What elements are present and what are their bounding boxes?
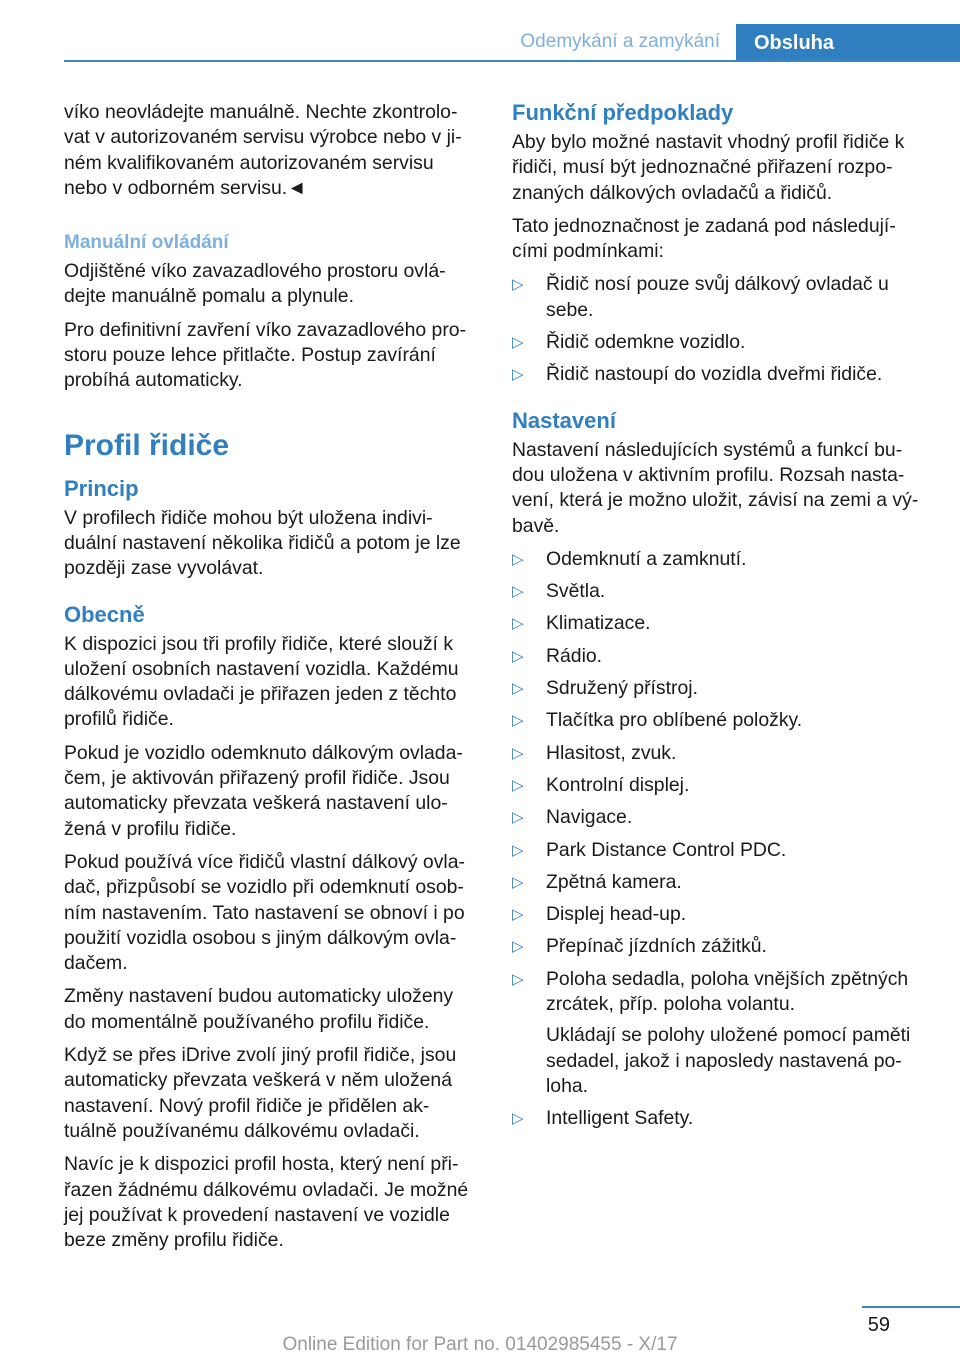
paragraph: Když se přes iDrive zvolí jiný profil řidiče, jsou automaticky převzata veškerá v něm uložená nastavení. Nový profil řidiče je přidělen ak-tuálně používanému dálkovému ovladači. <box>64 1044 457 1142</box>
list-item: ▷ Navigace. <box>512 805 922 830</box>
paragraph: víko neovládejte manuálně. Nechte zkontrolo-vat v autorizovaném servisu výrobce nebo v ji-ném kvalifikovaném autorizovaném servisu nebo v odborném servisu.◄ <box>64 101 462 199</box>
triangle-bullet-icon: ▷ <box>512 970 524 988</box>
paragraph: Navíc je k dispozici profil hosta, který není při-řazen žádnému dálkovému ovladači. Je možné jej používat k provedení nastavení ve vozidle beze změny profilu řidiče. <box>64 1153 469 1252</box>
left-column <box>64 100 478 1261</box>
paragraph: Tato jednoznačnost je zadaná pod následují-cími podmínkami: <box>512 214 896 263</box>
paragraph: Změny nastavení budou automaticky uloženy do momentálně používaného profilu řidiče. <box>64 985 454 1033</box>
triangle-bullet-icon: ▷ <box>512 809 524 827</box>
list-item: ▷ Řidič nastoupí do vozidla dveřmi řidiče. <box>512 362 922 387</box>
list-item: ▷ Klimatizace. <box>512 611 922 636</box>
list-item: ▷ Řidič nosí pouze svůj dálkový ovladač u sebe. <box>512 273 889 321</box>
list-item: ▷ Intelligent Safety. <box>512 1106 922 1131</box>
list-item: ▷ Odemknutí a zamknutí. <box>512 547 922 572</box>
paragraph: K dispozici jsou tři profily řidiče, které slouží k uložení osobních nastavení vozidla. Každému dálkovému ovladači je přiřazen jeden z těchto profilů řidiče. <box>64 632 459 731</box>
triangle-bullet-icon: ▷ <box>512 550 524 568</box>
settings-list <box>512 547 922 1132</box>
list-item: ▷ Poloha sedadla, poloha vnějších zpětných zrcátek, příp. poloha volantu. Ukládají se polohy uložené pomocí paměti sedadel, jakož i naposledy nastavená po-loha. <box>512 967 922 1099</box>
paragraph: V profilech řidiče mohou být uložena indivi-duální nastavení několika řidičů a potom je lze později zase vyvolávat. <box>64 506 461 580</box>
triangle-bullet-icon: ▷ <box>512 647 524 665</box>
triangle-bullet-icon: ▷ <box>512 938 524 956</box>
page-number-rule <box>862 1306 960 1308</box>
triangle-bullet-icon: ▷ <box>512 744 524 762</box>
triangle-bullet-icon: ▷ <box>512 906 524 924</box>
footer-edition: Online Edition for Part no. 01402985455 - X/17 <box>282 1334 678 1355</box>
list-item: ▷ Světla. <box>512 579 922 604</box>
triangle-bullet-icon: ▷ <box>512 841 524 859</box>
list-item: ▷ Tlačítka pro oblíbené položky. <box>512 708 922 733</box>
triangle-bullet-icon: ▷ <box>512 334 524 352</box>
profile-title: Profil řidiče <box>64 428 230 462</box>
triangle-bullet-icon: ▷ <box>512 776 524 794</box>
header-rule <box>64 60 960 62</box>
triangle-bullet-icon: ▷ <box>512 873 524 891</box>
header-section-title: Odemykání a zamykání <box>520 31 720 52</box>
funkcni-heading: Funkční předpoklady <box>512 100 734 125</box>
list-item-note: Ukládají se polohy uložené pomocí paměti sedadel, jakož i naposledy nastavená po-loha. <box>546 1024 911 1097</box>
list-item: ▷ Přepínač jízdních zážitků. <box>512 934 922 959</box>
header-chapter-tab: Obsluha <box>736 24 960 62</box>
page-number: 59 <box>867 1314 890 1336</box>
right-column <box>512 100 922 1139</box>
manual-heading: Manuální ovládání <box>64 232 229 254</box>
list-item: ▷ Sdružený přístroj. <box>512 676 922 701</box>
paragraph: Pokud používá více řidičů vlastní dálkový ovla-dač, přizpůsobí se vozidlo při odemknutí osob-ním nastavením. Tato nastavení se obnoví i po použití vozidla osobou s jiným dálkovým ovla-dačem. <box>64 850 465 975</box>
paragraph: Pro definitivní zavření víko zavazadlového pro-storu pouze lehce přitlačte. Postup zavírání probíhá automaticky. <box>64 318 467 392</box>
triangle-bullet-icon: ▷ <box>512 276 524 294</box>
list-item: ▷ Hlasitost, zvuk. <box>512 741 922 766</box>
list-item: ▷ Displej head-up. <box>512 902 922 927</box>
triangle-bullet-icon: ▷ <box>512 366 524 384</box>
triangle-bullet-icon: ▷ <box>512 615 524 633</box>
paragraph: Aby bylo možné nastavit vhodný profil řidiče k řidiči, musí být jednoznačné přiřazení rozpo-znaných dálkových ovladačů a řidičů. <box>512 131 905 204</box>
obecne-heading: Obecně <box>64 601 145 627</box>
paragraph: Pokud je vozidlo odemknuto dálkovým ovlada-čem, je aktivován přiřazený profil řidiče. Jsou automaticky převzata veškerá nastavení ulo-žená v profilu řidiče. <box>64 741 463 840</box>
triangle-bullet-icon: ▷ <box>512 680 524 698</box>
list-item: ▷ Rádio. <box>512 644 922 669</box>
nastaveni-heading: Nastavení <box>512 407 616 433</box>
list-item: ▷ Kontrolní displej. <box>512 773 922 798</box>
list-item: ▷ Zpětná kamera. <box>512 870 922 895</box>
paragraph: Odjištěné víko zavazadlového prostoru ovlá-dejte manuálně pomalu a plynule. <box>64 260 446 308</box>
list-item: ▷ Řidič odemkne vozidlo. <box>512 330 922 355</box>
triangle-bullet-icon: ▷ <box>512 1110 524 1128</box>
princip-heading: Princip <box>64 475 139 501</box>
paragraph: Nastavení následujících systémů a funkcí bu-dou uložena v aktivním profilu. Rozsah nasta-vení, která je možno uložit, závisí na zemi a vý-bavě. <box>512 438 919 537</box>
triangle-bullet-icon: ▷ <box>512 712 524 730</box>
triangle-bullet-icon: ▷ <box>512 583 524 601</box>
conditions-list <box>512 272 922 387</box>
list-item: ▷ Park Distance Control PDC. <box>512 838 922 863</box>
